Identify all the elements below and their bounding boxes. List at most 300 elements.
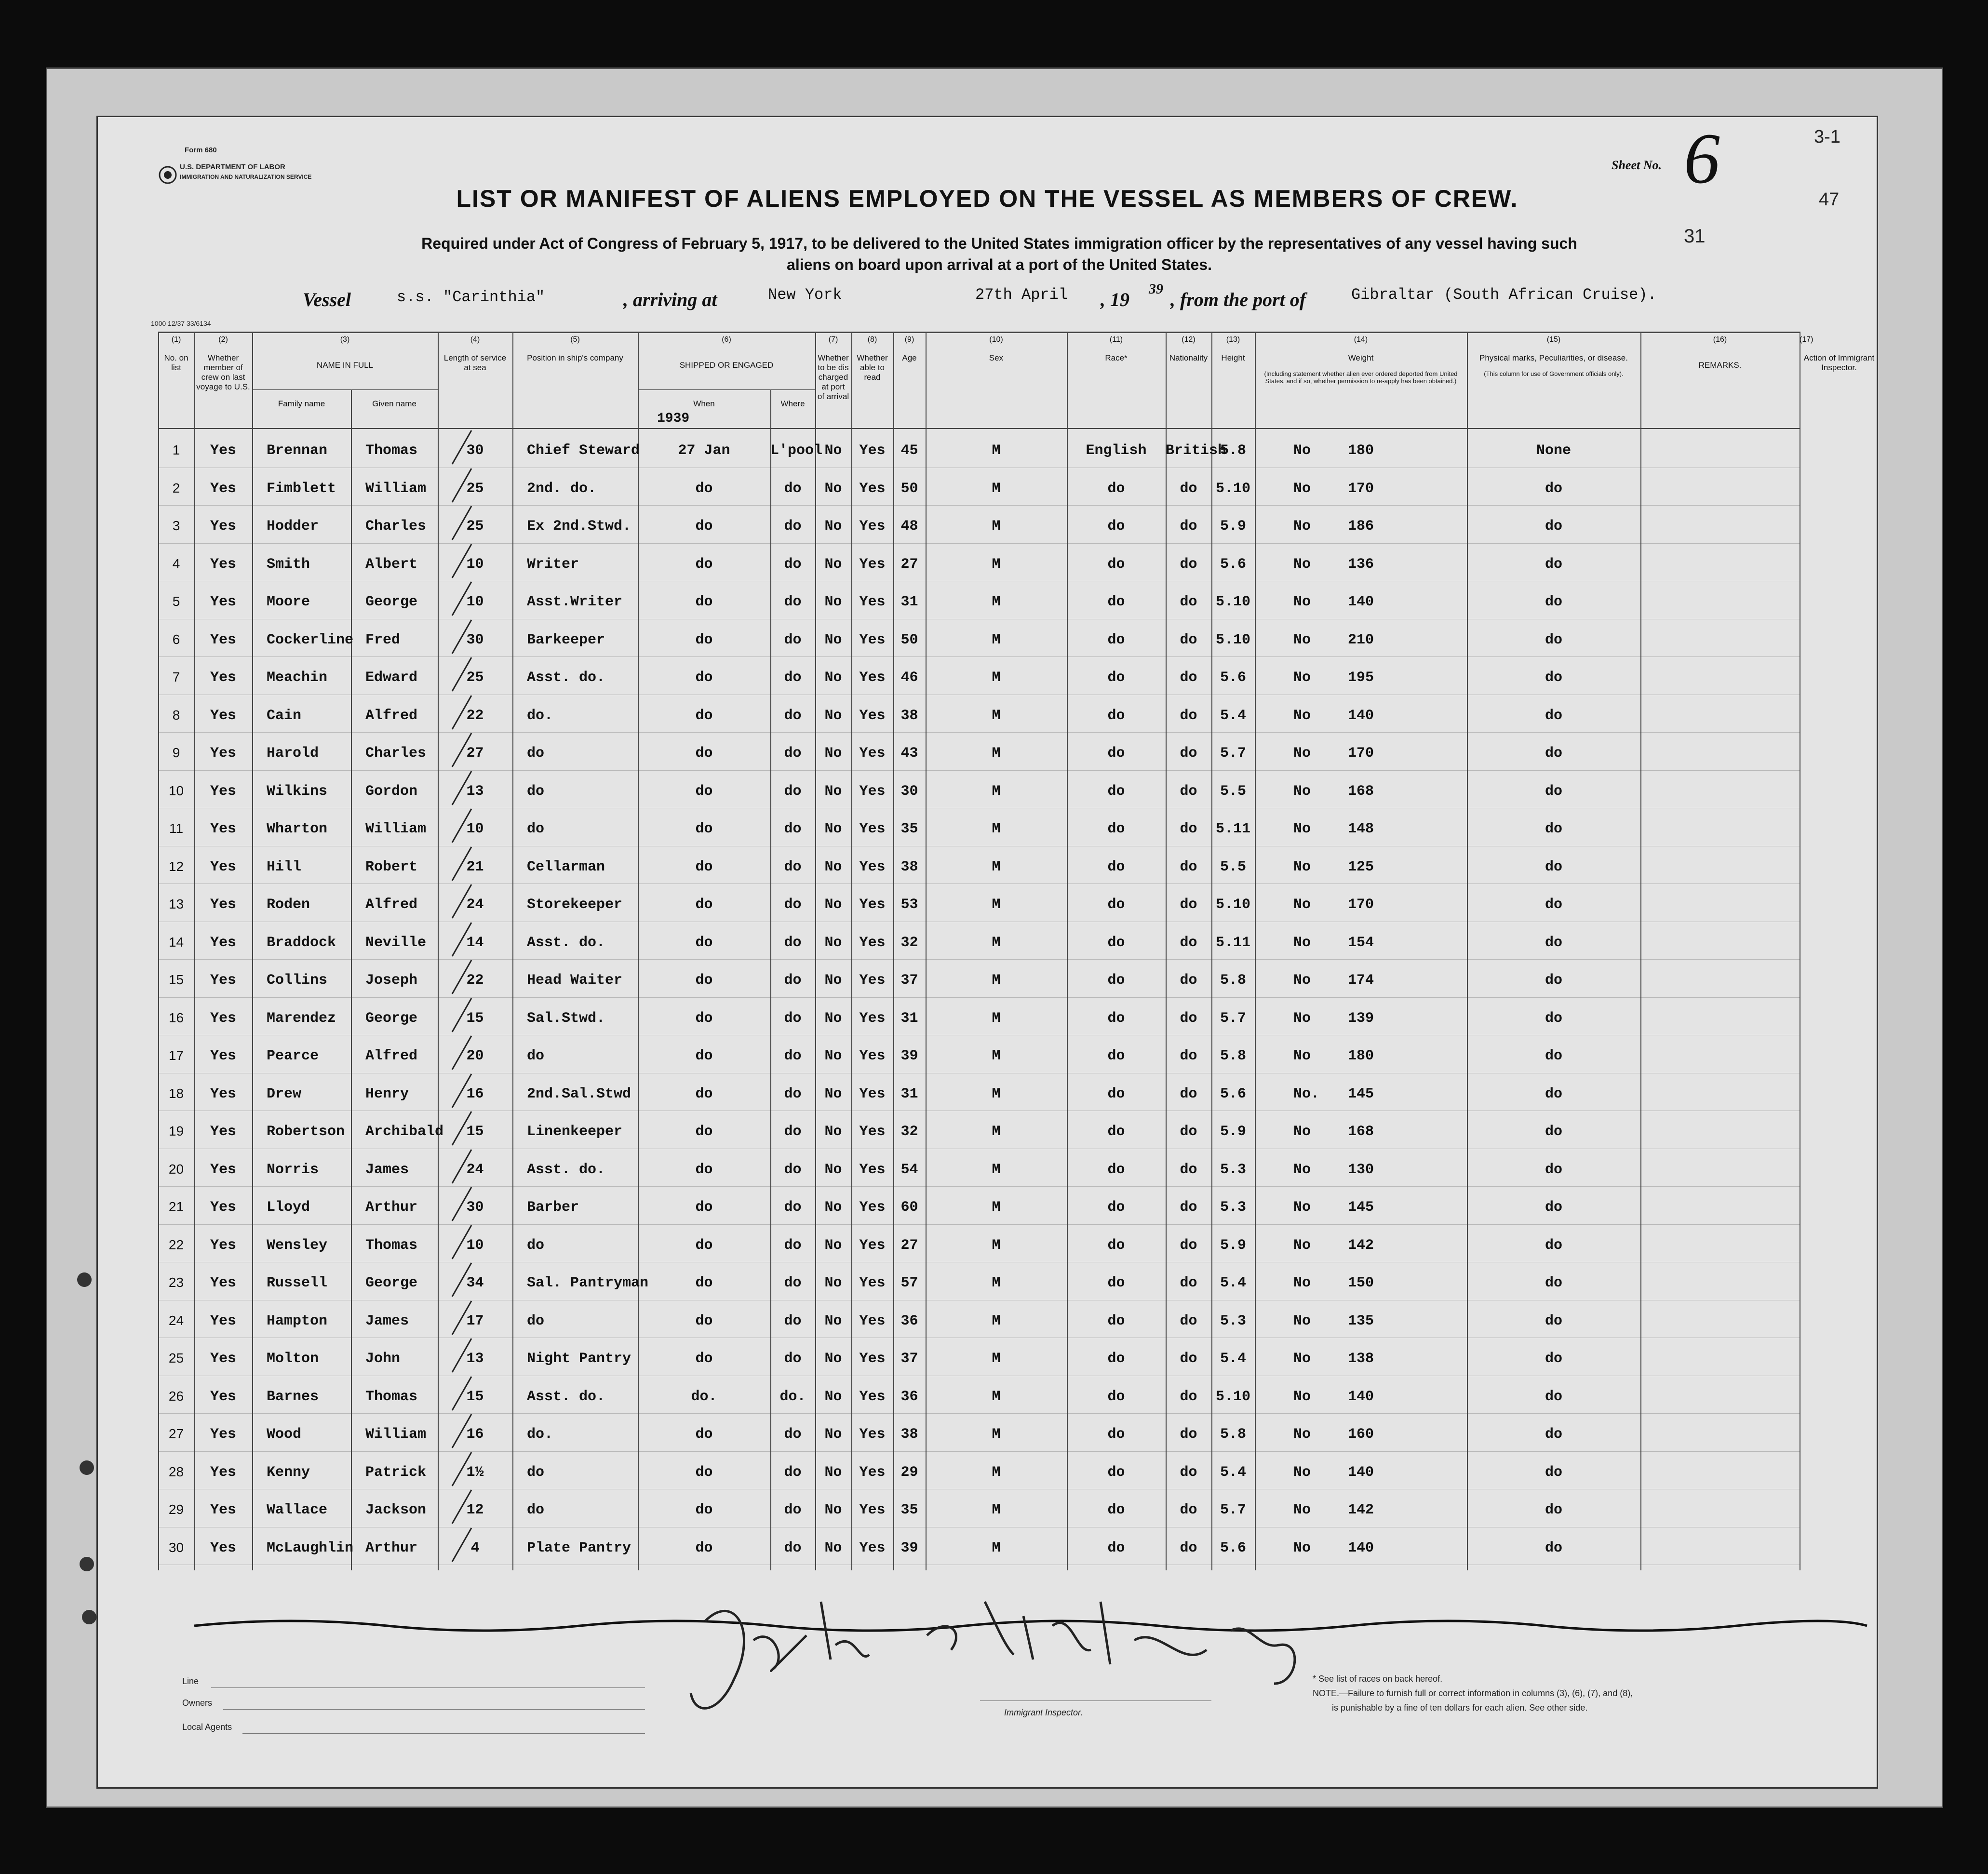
check-mark-icon: [447, 1109, 476, 1148]
cell-no: 11: [169, 821, 184, 836]
check-mark-icon: [447, 1450, 476, 1488]
cell-marks: do: [1545, 1161, 1562, 1178]
cell-given: Thomas: [365, 442, 418, 459]
cell-height: 5.6: [1220, 1539, 1246, 1556]
column-number: (1): [171, 335, 181, 344]
table-row: [98, 776, 1877, 814]
column-header: Height: [1221, 353, 1245, 362]
cell-marks: do: [1545, 821, 1562, 837]
cell-where: do: [784, 707, 802, 724]
cell-service: 24: [466, 897, 484, 913]
cell-age: 54: [900, 1161, 918, 1178]
cell-position: Night Pantry: [527, 1351, 631, 1367]
cell-given: John: [365, 1351, 401, 1367]
cell-position: Linenkeeper: [527, 1124, 623, 1140]
cell-age: 37: [900, 972, 918, 989]
cell-race: do: [1107, 480, 1125, 497]
cell-age: 30: [900, 783, 918, 800]
table-row: [98, 1306, 1877, 1344]
cell-height: 5.4: [1220, 1351, 1246, 1367]
check-mark-icon: [447, 1033, 476, 1072]
action-note: (This column for use of Government officials only).: [1484, 370, 1624, 377]
cell-disch: No: [824, 745, 842, 762]
cell-service: 21: [466, 858, 484, 875]
cell-family: Barnes: [267, 1388, 319, 1405]
cell-no: 23: [168, 1275, 184, 1290]
cell-remarks: No: [1293, 594, 1311, 610]
cell-age: 45: [900, 442, 918, 459]
cell-sex: M: [992, 556, 1001, 573]
cell-read: Yes: [859, 631, 886, 648]
from-port: Gibraltar (South African Cruise).: [1351, 286, 1657, 304]
cell-service: 24: [466, 1161, 484, 1178]
cell-given: William: [365, 821, 427, 837]
cell-height: 5.7: [1220, 1502, 1246, 1518]
name-subheader-rule: [252, 389, 438, 390]
cell-nat: do: [1180, 745, 1197, 762]
cell-where: do: [784, 745, 802, 762]
cell-height: 5.9: [1220, 518, 1246, 535]
cell-no: 16: [168, 1010, 184, 1025]
table-row: [98, 435, 1877, 473]
cell-marks: do: [1545, 518, 1562, 535]
cell-given: William: [365, 1426, 427, 1443]
cell-prev: Yes: [210, 1464, 236, 1481]
cell-sex: M: [992, 669, 1001, 686]
cell-no: 6: [172, 631, 180, 647]
column-header: Race*: [1105, 353, 1128, 362]
cell-where: do: [784, 669, 802, 686]
cell-prev: Yes: [210, 821, 236, 837]
cell-read: Yes: [859, 1312, 886, 1329]
cell-weight: 210: [1347, 631, 1374, 648]
check-mark-icon: [447, 466, 476, 505]
cell-nat: do: [1180, 1275, 1197, 1291]
cell-service: 25: [466, 518, 484, 535]
cell-where: do: [784, 1048, 802, 1064]
cell-position: do.: [527, 1426, 553, 1443]
cell-nat: do: [1180, 897, 1197, 913]
cell-when: do: [695, 1426, 713, 1443]
cell-nat: do: [1180, 1426, 1197, 1443]
table-row: [98, 1419, 1877, 1457]
cell-read: Yes: [859, 1539, 886, 1556]
table-row: [98, 1192, 1877, 1230]
cell-service: 15: [466, 1388, 484, 1405]
cell-sex: M: [992, 707, 1001, 724]
cell-read: Yes: [859, 1464, 886, 1481]
cell-no: 24: [168, 1312, 184, 1328]
cell-given: Robert: [365, 858, 418, 875]
cell-race: do: [1107, 745, 1125, 762]
cell-marks: do: [1545, 1312, 1562, 1329]
table-row: [98, 814, 1877, 852]
column-number: (17): [1800, 335, 1813, 344]
cell-service: 1½: [466, 1464, 484, 1481]
department-seal-icon: [158, 165, 177, 185]
cell-race: do: [1107, 631, 1125, 648]
check-mark-icon: [447, 1526, 476, 1564]
cell-prev: Yes: [210, 858, 236, 875]
cell-position: do: [527, 1502, 545, 1518]
column-header: Nationality: [1169, 353, 1208, 362]
table-row: [98, 1268, 1877, 1306]
cell-service: 22: [466, 972, 484, 989]
cell-remarks: No: [1293, 783, 1311, 800]
column-number: (6): [722, 335, 731, 344]
cell-no: 25: [168, 1351, 184, 1365]
cell-disch: No: [824, 631, 842, 648]
cell-marks: do: [1545, 1539, 1562, 1556]
cell-position: do: [527, 1048, 545, 1064]
cell-position: Asst. do.: [527, 934, 605, 951]
cell-marks: do: [1545, 1464, 1562, 1481]
cell-race: do: [1107, 1388, 1125, 1405]
check-mark-icon: [447, 769, 476, 807]
cell-read: Yes: [859, 897, 886, 913]
cell-prev: Yes: [210, 1237, 236, 1254]
check-mark-icon: [447, 996, 476, 1034]
cell-weight: 142: [1347, 1237, 1374, 1254]
cell-when: do.: [691, 1388, 717, 1405]
column-number: (2): [218, 335, 228, 344]
cell-remarks: No: [1293, 1237, 1311, 1254]
cell-nat: do: [1180, 1312, 1197, 1329]
check-mark-icon: [447, 806, 476, 845]
cell-disch: No: [824, 1275, 842, 1291]
cell-height: 5.7: [1220, 1010, 1246, 1027]
page-subtitle: [281, 233, 1718, 275]
cell-height: 5.11: [1215, 821, 1250, 837]
cell-position: Barber: [527, 1199, 579, 1216]
cell-given: Alfred: [365, 1048, 418, 1064]
cell-age: 38: [900, 707, 918, 724]
cell-position: Head Waiter: [527, 972, 623, 989]
cell-given: James: [365, 1161, 409, 1178]
cell-given: James: [365, 1312, 409, 1329]
cell-remarks: No: [1293, 821, 1311, 837]
sheet-label: Sheet No.: [1612, 158, 1662, 172]
cell-disch: No: [824, 480, 842, 497]
arriving-port: New York: [768, 286, 842, 304]
cell-weight: 140: [1347, 1539, 1374, 1556]
cell-service: 25: [466, 669, 484, 686]
table-row: [98, 1041, 1877, 1079]
cell-disch: No: [824, 1048, 842, 1064]
subtitle-line-1: Required under Act of Congress of February 5, 1917, to be delivered to the United States immigration officer by the representatives of any vessel having such: [421, 235, 1577, 252]
check-mark-icon: [447, 1336, 476, 1375]
check-mark-icon: [447, 428, 476, 467]
cell-read: Yes: [859, 858, 886, 875]
cell-weight: 130: [1347, 1161, 1374, 1178]
cell-family: Fimblett: [267, 480, 336, 497]
cell-weight: 154: [1347, 934, 1374, 951]
table-row: [98, 1116, 1877, 1154]
cell-age: 38: [900, 858, 918, 875]
cell-family: Harold: [267, 745, 319, 762]
cell-when: do: [695, 897, 713, 913]
cell-disch: No: [824, 897, 842, 913]
cell-position: Chief Steward: [527, 442, 640, 459]
cell-where: do: [784, 1312, 802, 1329]
cell-given: George: [365, 1010, 418, 1027]
check-mark-icon: [447, 1223, 476, 1261]
cell-age: 53: [900, 897, 918, 913]
cell-race: do: [1107, 783, 1125, 800]
binder-hole: [80, 1557, 94, 1571]
check-mark-icon: [447, 504, 476, 542]
cell-family: Wensley: [267, 1237, 328, 1254]
cell-race: do: [1107, 1199, 1125, 1216]
cell-no: 20: [168, 1161, 184, 1177]
cell-sex: M: [992, 745, 1001, 762]
cell-given: Alfred: [365, 707, 418, 724]
cell-age: 46: [900, 669, 918, 686]
cell-prev: Yes: [210, 972, 236, 989]
cell-family: Moore: [267, 594, 310, 610]
cell-remarks: No: [1293, 745, 1311, 762]
column-header: Action of Immigrant Inspector.: [1803, 353, 1875, 372]
cell-sex: M: [992, 1048, 1001, 1064]
cell-where: do: [784, 1161, 802, 1178]
column-header: SHIPPED OR ENGAGED: [679, 361, 774, 370]
cell-disch: No: [824, 1124, 842, 1140]
cell-prev: Yes: [210, 442, 236, 459]
column-number: (7): [828, 335, 838, 344]
cell-race: do: [1107, 1275, 1125, 1291]
cell-sex: M: [992, 821, 1001, 837]
cell-remarks: No: [1293, 631, 1311, 648]
cell-family: Kenny: [267, 1464, 310, 1481]
cell-position: Plate Pantry: [527, 1539, 631, 1556]
cell-where: do: [784, 1199, 802, 1216]
cell-weight: 174: [1347, 972, 1374, 989]
cell-service: 15: [466, 1010, 484, 1027]
cell-sex: M: [992, 858, 1001, 875]
cell-nat: do: [1180, 1502, 1197, 1518]
cell-service: 30: [466, 1199, 484, 1216]
cell-height: 5.8: [1220, 972, 1246, 989]
cell-marks: do: [1545, 1010, 1562, 1027]
cell-where: do: [784, 934, 802, 951]
cell-family: Wharton: [267, 821, 328, 837]
table-row: [98, 1230, 1877, 1268]
cell-read: Yes: [859, 442, 886, 459]
cell-marks: None: [1536, 442, 1571, 459]
cell-height: 5.5: [1220, 783, 1246, 800]
cell-nat: do: [1180, 518, 1197, 535]
cell-marks: do: [1545, 1388, 1562, 1405]
cell-when: do: [695, 1085, 713, 1102]
column-number: (12): [1182, 335, 1195, 344]
cell-race: English: [1086, 442, 1147, 459]
cell-sex: M: [992, 897, 1001, 913]
arriving-label: , arriving at: [623, 289, 717, 310]
cell-race: do: [1107, 821, 1125, 837]
cell-family: Brennan: [267, 442, 328, 459]
cell-height: 5.4: [1220, 1464, 1246, 1481]
cell-where: do: [784, 972, 802, 989]
table-row: [98, 1343, 1877, 1381]
check-mark-icon: [447, 617, 476, 656]
table-row: [98, 1079, 1877, 1117]
cell-when: do: [695, 707, 713, 724]
column-header: Whether able to read: [857, 353, 888, 382]
cell-age: 32: [900, 934, 918, 951]
cell-prev: Yes: [210, 1085, 236, 1102]
cell-read: Yes: [859, 972, 886, 989]
cell-race: do: [1107, 1502, 1125, 1518]
cell-given: Jackson: [365, 1502, 427, 1518]
cell-no: 8: [172, 707, 180, 723]
cell-age: 48: [900, 518, 918, 535]
column-header: Whether to be dis charged at port of arrival: [817, 353, 849, 401]
cell-marks: do: [1545, 858, 1562, 875]
cell-marks: do: [1545, 972, 1562, 989]
year-prefix: , 19: [1101, 289, 1129, 310]
cell-marks: do: [1545, 1426, 1562, 1443]
cell-no: 22: [168, 1237, 184, 1252]
cell-remarks: No: [1293, 1199, 1311, 1216]
cell-read: Yes: [859, 707, 886, 724]
cell-where: do: [784, 821, 802, 837]
page-title: LIST OR MANIFEST OF ALIENS EMPLOYED ON THE VESSEL AS MEMBERS OF CREW.: [456, 185, 1518, 212]
cell-read: Yes: [859, 1124, 886, 1140]
cell-weight: 180: [1347, 442, 1374, 459]
cell-height: 5.3: [1220, 1199, 1246, 1216]
cell-weight: 125: [1347, 858, 1374, 875]
cell-where: do: [784, 1426, 802, 1443]
table-row: [98, 1154, 1877, 1192]
cell-where: do: [784, 1351, 802, 1367]
table-row: [98, 738, 1877, 776]
cell-given: George: [365, 1275, 418, 1291]
cell-read: Yes: [859, 1237, 886, 1254]
cell-read: Yes: [859, 745, 886, 762]
cell-nat: do: [1180, 1161, 1197, 1178]
cell-service: 10: [466, 1237, 484, 1254]
cell-age: 50: [900, 480, 918, 497]
cell-marks: do: [1545, 745, 1562, 762]
cell-no: 30: [168, 1539, 184, 1555]
cell-sex: M: [992, 1426, 1001, 1443]
cell-when: do: [695, 480, 713, 497]
cell-remarks: No: [1293, 669, 1311, 686]
cell-given: Alfred: [365, 897, 418, 913]
cell-when: do: [695, 1124, 713, 1140]
cell-read: Yes: [859, 1010, 886, 1027]
cell-service: 12: [466, 1502, 484, 1518]
cell-sex: M: [992, 1237, 1001, 1254]
cell-marks: do: [1545, 1351, 1562, 1367]
cell-height: 5.3: [1220, 1312, 1246, 1329]
cell-race: do: [1107, 1426, 1125, 1443]
cell-when: do: [695, 934, 713, 951]
cell-read: Yes: [859, 1275, 886, 1291]
column-number: (8): [867, 335, 877, 344]
cell-service: 22: [466, 707, 484, 724]
cell-given: Edward: [365, 669, 418, 686]
cell-nat: do: [1180, 1388, 1197, 1405]
check-mark-icon: [447, 844, 476, 883]
cell-position: do: [527, 1237, 545, 1254]
year-suffix: 39: [1149, 281, 1163, 297]
cell-height: 5.3: [1220, 1161, 1246, 1178]
cell-family: Hampton: [267, 1312, 328, 1329]
cell-when: do: [695, 1237, 713, 1254]
header-bottom-rule: [158, 428, 1800, 429]
cell-weight: 138: [1347, 1351, 1374, 1367]
table-row: [98, 587, 1877, 625]
cell-age: 35: [900, 1502, 918, 1518]
cell-nat: do: [1180, 934, 1197, 951]
cell-marks: do: [1545, 1237, 1562, 1254]
cell-given: Neville: [365, 934, 427, 951]
cell-weight: 168: [1347, 783, 1374, 800]
cell-no: 1: [172, 442, 180, 457]
table-row: [98, 700, 1877, 738]
cell-height: 5.11: [1215, 934, 1250, 951]
binder-hole: [77, 1272, 92, 1287]
column-number: (4): [470, 335, 480, 344]
from-label: , from the port of: [1170, 289, 1306, 310]
cell-when: do: [695, 594, 713, 610]
cell-when: do: [695, 631, 713, 648]
cell-race: do: [1107, 556, 1125, 573]
department-name: U.S. DEPARTMENT OF LABOR: [180, 163, 285, 171]
cell-read: Yes: [859, 934, 886, 951]
given-name-header: Given name: [372, 399, 416, 408]
cell-nat: do: [1180, 1010, 1197, 1027]
cell-race: do: [1107, 1048, 1125, 1064]
cell-disch: No: [824, 1237, 842, 1254]
cell-remarks: No: [1293, 1124, 1311, 1140]
cell-where: do: [784, 518, 802, 535]
column-number: (5): [570, 335, 580, 344]
cell-prev: Yes: [210, 1161, 236, 1178]
cell-given: Charles: [365, 518, 427, 535]
cell-sex: M: [992, 934, 1001, 951]
cell-when: do: [695, 1312, 713, 1329]
cell-no: 12: [168, 858, 184, 874]
cell-weight: 170: [1347, 897, 1374, 913]
cell-service: 15: [466, 1124, 484, 1140]
cell-disch: No: [824, 1426, 842, 1443]
cell-race: do: [1107, 1237, 1125, 1254]
cell-disch: No: [824, 821, 842, 837]
cell-given: Patrick: [365, 1464, 427, 1481]
cell-where: L'pool: [770, 442, 823, 459]
cell-given: Gordon: [365, 783, 418, 800]
cell-prev: Yes: [210, 1388, 236, 1405]
cell-height: 5.6: [1220, 669, 1246, 686]
cell-race: do: [1107, 707, 1125, 724]
table-row: [98, 1003, 1877, 1041]
cell-weight: 170: [1347, 745, 1374, 762]
cell-no: 13: [168, 897, 184, 911]
corner-number-side: 47: [1819, 189, 1840, 210]
cell-position: 2nd. do.: [527, 480, 597, 497]
cell-family: Wilkins: [267, 783, 328, 800]
cell-read: Yes: [859, 1048, 886, 1064]
cell-read: Yes: [859, 1199, 886, 1216]
cell-where: do: [784, 594, 802, 610]
cell-remarks: No: [1293, 556, 1311, 573]
cell-read: Yes: [859, 1085, 886, 1102]
cell-height: 5.9: [1220, 1124, 1246, 1140]
cell-disch: No: [824, 442, 842, 459]
cell-sex: M: [992, 1388, 1001, 1405]
